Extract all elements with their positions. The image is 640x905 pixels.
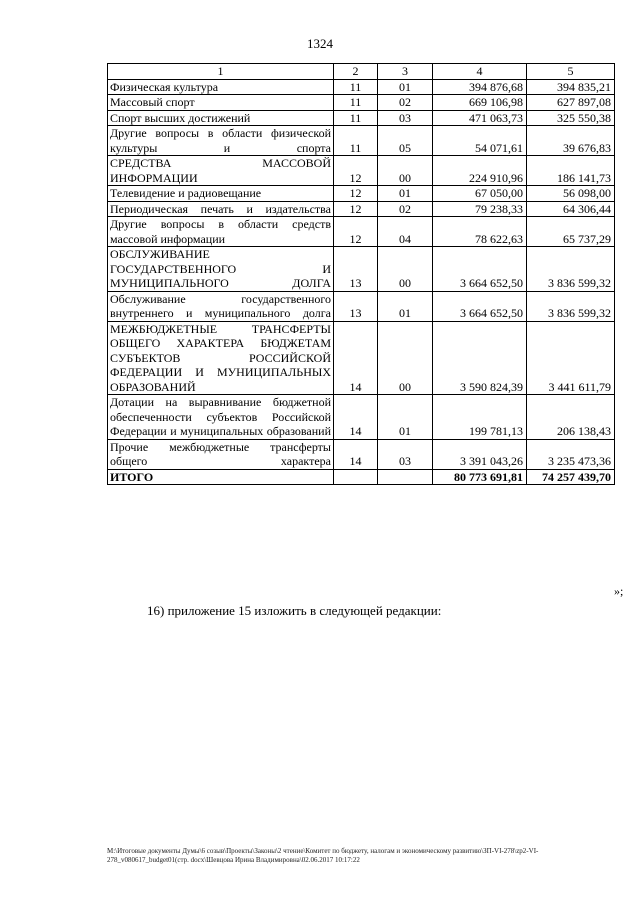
table-row <box>108 321 615 395</box>
row-section: 13 <box>334 291 378 321</box>
table-row <box>108 439 615 469</box>
column-header: 2 <box>334 64 378 80</box>
row-name: Телевидение и радиовещание <box>108 186 334 202</box>
row-section: 12 <box>334 201 378 217</box>
row-amount-1: 394 876,68 <box>433 79 527 95</box>
column-header: 5 <box>527 64 615 80</box>
row-amount-2: 627 897,08 <box>527 95 615 111</box>
row-section: 13 <box>334 247 378 292</box>
row-amount-1: 3 664 652,50 <box>433 291 527 321</box>
row-section: 11 <box>334 126 378 156</box>
row-amount-1: 224 910,96 <box>433 156 527 186</box>
row-name: ОБСЛУЖИВАНИЕ ГОСУДАРСТВЕННОГО И МУНИЦИПАЛЬНОГО ДОЛГА <box>108 247 334 292</box>
row-amount-1: 3 590 824,39 <box>433 321 527 395</box>
row-name: Дотации на выравнивание бюджетной обеспеченности субъектов Российской Федерации и муниципальных образований <box>108 395 334 440</box>
table-row <box>108 395 615 440</box>
total-empty <box>334 469 378 485</box>
row-section: 12 <box>334 186 378 202</box>
row-section: 11 <box>334 79 378 95</box>
row-name: МЕЖБЮДЖЕТНЫЕ ТРАНСФЕРТЫ ОБЩЕГО ХАРАКТЕРА БЮДЖЕТАМ СУБЪЕКТОВ РОССИЙСКОЙ ФЕДЕРАЦИИ И МУНИЦИПАЛЬНЫХ ОБРАЗОВАНИЙ <box>108 321 334 395</box>
row-amount-2: 186 141,73 <box>527 156 615 186</box>
row-subsection: 01 <box>378 79 433 95</box>
row-amount-1: 471 063,73 <box>433 110 527 126</box>
row-amount-2: 3 235 473,36 <box>527 439 615 469</box>
row-amount-1: 78 622,63 <box>433 217 527 247</box>
row-subsection: 03 <box>378 110 433 126</box>
row-subsection: 04 <box>378 217 433 247</box>
row-subsection: 00 <box>378 156 433 186</box>
row-subsection: 05 <box>378 126 433 156</box>
row-section: 11 <box>334 110 378 126</box>
total-amount-2: 74 257 439,70 <box>527 469 615 485</box>
closing-quote: »; <box>614 584 624 598</box>
row-subsection: 01 <box>378 186 433 202</box>
table-row <box>108 79 615 95</box>
row-section: 12 <box>334 156 378 186</box>
footer-file-path: M:\Итоговые документы Думы\6 созыв\Проекты\Законы\2 чтение\Комитет по бюджету, налогам и экономическому развитию\ЗП-VI-278\zp2-VI-278_v080617_budget01(стр. docx\Шевцова Ирина Владимировна\02.06.2017 10:17:22 <box>107 847 539 864</box>
total-row <box>108 469 615 485</box>
row-amount-1: 54 071,61 <box>433 126 527 156</box>
table-row <box>108 291 615 321</box>
row-subsection: 01 <box>378 291 433 321</box>
row-name: Обслуживание государственного внутреннего и муниципального долга <box>108 291 334 321</box>
row-subsection: 01 <box>378 395 433 440</box>
row-amount-2: 64 306,44 <box>527 201 615 217</box>
total-empty <box>378 469 433 485</box>
row-amount-1: 199 781,13 <box>433 395 527 440</box>
row-amount-1: 67 050,00 <box>433 186 527 202</box>
table-row <box>108 126 615 156</box>
table-row <box>108 201 615 217</box>
total-amount-1: 80 773 691,81 <box>433 469 527 485</box>
column-header: 4 <box>433 64 527 80</box>
column-header: 1 <box>108 64 334 80</box>
table-row <box>108 217 615 247</box>
row-name: Периодическая печать и издательства <box>108 201 334 217</box>
budget-table <box>107 63 615 485</box>
row-amount-2: 3 836 599,32 <box>527 291 615 321</box>
table-row <box>108 156 615 186</box>
row-section: 14 <box>334 321 378 395</box>
amendment-text: 16) приложение 15 изложить в следующей редакции: <box>147 603 442 618</box>
row-name: Прочие межбюджетные трансферты общего характера <box>108 439 334 469</box>
row-name: Физическая культура <box>108 79 334 95</box>
row-subsection: 00 <box>378 247 433 292</box>
column-header: 3 <box>378 64 433 80</box>
row-amount-1: 669 106,98 <box>433 95 527 111</box>
row-section: 12 <box>334 217 378 247</box>
row-subsection: 03 <box>378 439 433 469</box>
row-amount-1: 3 391 043,26 <box>433 439 527 469</box>
table-header-row <box>108 64 615 80</box>
row-section: 11 <box>334 95 378 111</box>
row-section: 14 <box>334 439 378 469</box>
row-amount-2: 39 676,83 <box>527 126 615 156</box>
table-row <box>108 95 615 111</box>
total-label: ИТОГО <box>108 469 334 485</box>
row-amount-2: 394 835,21 <box>527 79 615 95</box>
row-amount-2: 3 836 599,32 <box>527 247 615 292</box>
row-name: Другие вопросы в области физической культуры и спорта <box>108 126 334 156</box>
row-amount-2: 65 737,29 <box>527 217 615 247</box>
row-name: Спорт высших достижений <box>108 110 334 126</box>
row-amount-2: 56 098,00 <box>527 186 615 202</box>
row-amount-2: 325 550,38 <box>527 110 615 126</box>
row-subsection: 02 <box>378 95 433 111</box>
row-name: СРЕДСТВА МАССОВОЙ ИНФОРМАЦИИ <box>108 156 334 186</box>
row-amount-2: 3 441 611,79 <box>527 321 615 395</box>
row-amount-2: 206 138,43 <box>527 395 615 440</box>
table-row <box>108 247 615 292</box>
row-section: 14 <box>334 395 378 440</box>
row-amount-1: 3 664 652,50 <box>433 247 527 292</box>
row-subsection: 02 <box>378 201 433 217</box>
row-name: Другие вопросы в области средств массовой информации <box>108 217 334 247</box>
table-row <box>108 110 615 126</box>
page-number: 1324 <box>307 36 333 51</box>
row-amount-1: 79 238,33 <box>433 201 527 217</box>
row-name: Массовый спорт <box>108 95 334 111</box>
table-row <box>108 186 615 202</box>
row-subsection: 00 <box>378 321 433 395</box>
